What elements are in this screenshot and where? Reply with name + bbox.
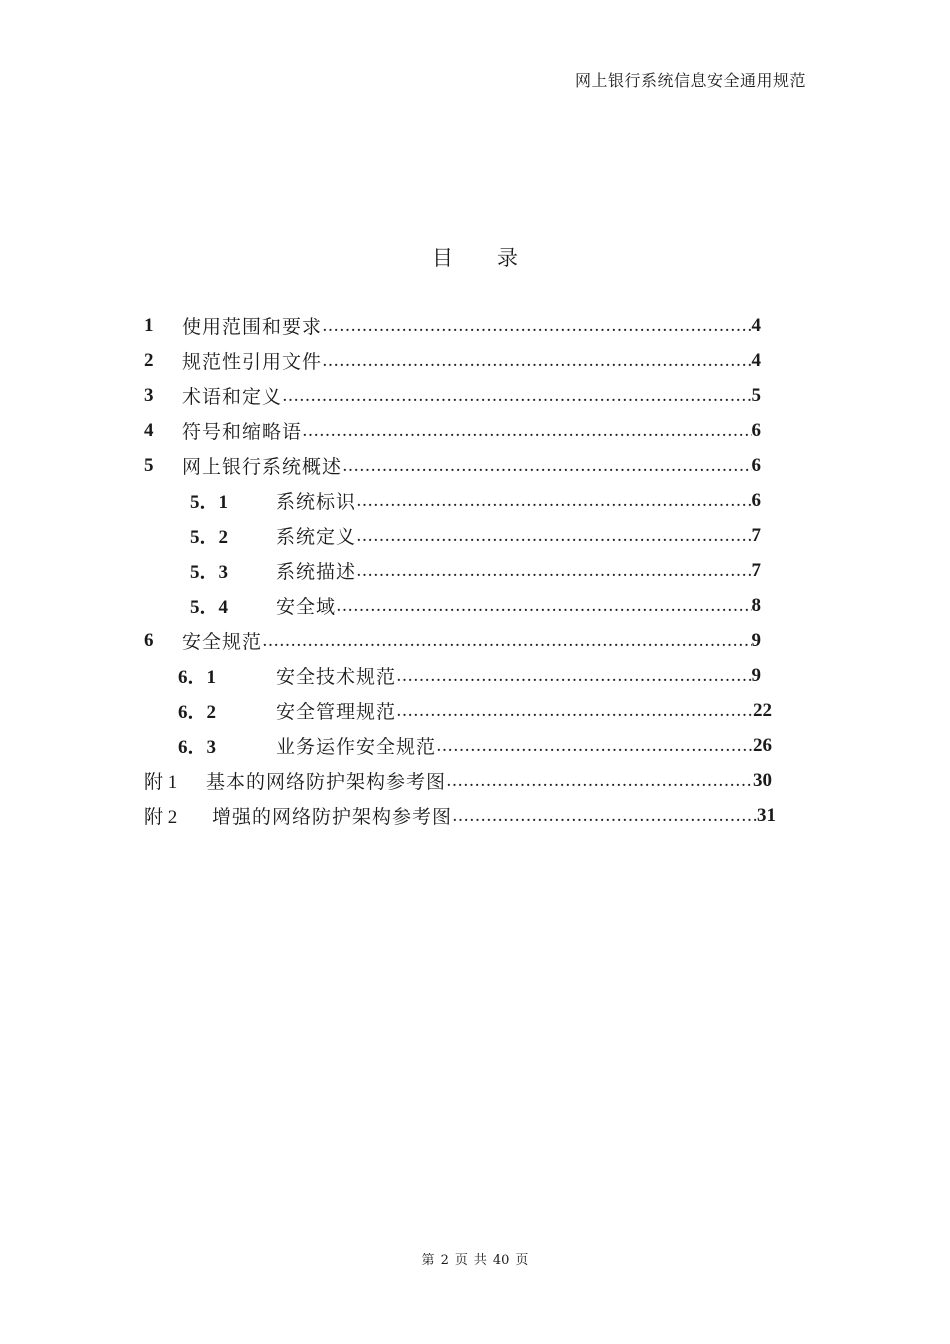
toc-entry-page: 8 <box>751 594 761 616</box>
toc-heading-char-2: 录 <box>497 246 518 270</box>
toc-entry-5[interactable] <box>144 448 761 483</box>
toc-entry-title: 安全管理规范 <box>276 701 397 723</box>
footer-prefix: 第 <box>421 1253 435 1268</box>
toc-entry-leader <box>356 561 751 581</box>
toc-entry-leader <box>396 701 753 721</box>
toc-entry-number: 5．3 <box>190 562 229 583</box>
toc-entry-page: 6 <box>751 454 761 476</box>
toc-entry-page: 6 <box>751 489 761 511</box>
toc-entry-title: 网上银行系统概述 <box>182 456 343 478</box>
toc-entry-number: 6．1 <box>178 667 217 688</box>
running-header-title: 网上银行系统信息安全通用规范 <box>574 71 806 90</box>
toc-entry-leader <box>322 316 751 336</box>
toc-entry-6-1[interactable] <box>178 658 761 693</box>
toc-entry-appendix-2[interactable] <box>144 798 776 833</box>
toc-entry-page: 22 <box>753 699 772 721</box>
toc-entry-leader <box>436 736 753 756</box>
toc-entry-title: 安全域 <box>276 596 337 618</box>
toc-entry-3[interactable] <box>144 378 761 413</box>
toc-entry-title: 使用范围和要求 <box>182 316 323 338</box>
toc-entry-page: 9 <box>751 629 761 651</box>
footer-suffix: 页 <box>515 1253 529 1268</box>
toc-entry-number: 4 <box>144 419 154 441</box>
toc-entry-leader <box>262 631 751 651</box>
toc-entry-number: 6．3 <box>178 737 217 758</box>
toc-entry-title: 安全规范 <box>182 631 263 653</box>
toc-entry-5-4[interactable] <box>190 588 761 623</box>
toc-entry-number: 6．2 <box>178 702 217 723</box>
toc-entry-title: 系统标识 <box>276 491 357 513</box>
footer-total-pages: 40 <box>492 1253 510 1268</box>
toc-entry-leader <box>336 596 751 616</box>
toc-entry-page: 5 <box>751 384 761 406</box>
toc-heading <box>0 242 950 272</box>
toc-entry-number: 附 1 <box>144 772 178 793</box>
toc-entry-page: 4 <box>751 349 761 371</box>
toc-entry-leader <box>356 526 751 546</box>
toc-entry-page: 9 <box>751 664 761 686</box>
toc-entry-number: 3 <box>144 384 154 406</box>
toc-entry-number: 附 2 <box>144 807 178 828</box>
toc-entry-page: 6 <box>751 419 761 441</box>
toc-entry-6-3[interactable] <box>178 728 772 763</box>
toc-entry-title: 业务运作安全规范 <box>276 736 437 758</box>
toc-entry-page: 4 <box>751 314 761 336</box>
toc-entry-5-2[interactable] <box>190 518 761 553</box>
footer-current-page: 2 <box>440 1253 449 1268</box>
toc-entry-appendix-1[interactable] <box>144 763 772 798</box>
toc-entry-leader <box>342 456 751 476</box>
toc-entry-page: 7 <box>751 524 761 546</box>
toc-entry-leader <box>322 351 751 371</box>
toc-entry-title: 系统描述 <box>276 561 357 583</box>
toc-entry-2[interactable] <box>144 343 761 378</box>
toc-entry-page: 7 <box>751 559 761 581</box>
toc-entry-5-3[interactable] <box>190 553 761 588</box>
toc-entry-4[interactable] <box>144 413 761 448</box>
toc-entry-number: 5．2 <box>190 527 229 548</box>
toc-entry-6-2[interactable] <box>178 693 772 728</box>
toc-entry-5-1[interactable] <box>190 483 761 518</box>
toc-entry-number: 5．4 <box>190 597 229 618</box>
toc-entry-title: 术语和定义 <box>182 386 283 408</box>
toc-entry-leader <box>446 771 753 791</box>
toc-entry-leader <box>452 806 757 826</box>
toc-entry-number: 5 <box>144 454 154 476</box>
toc-entry-leader <box>302 421 751 441</box>
toc-entry-title: 规范性引用文件 <box>182 351 323 373</box>
toc-entry-number: 2 <box>144 349 154 371</box>
toc-entry-leader <box>356 491 751 511</box>
toc-entry-page: 26 <box>753 734 772 756</box>
toc-entry-title: 增强的网络防护架构参考图 <box>212 806 453 828</box>
toc-entry-title: 系统定义 <box>276 526 357 548</box>
toc-entry-6[interactable] <box>144 623 761 658</box>
toc-entry-page: 30 <box>753 769 772 791</box>
toc-heading-char-1: 目 <box>432 246 453 270</box>
toc-entry-leader <box>396 666 751 686</box>
toc-entry-title: 基本的网络防护架构参考图 <box>206 771 447 793</box>
footer-total-word: 共 <box>473 1253 487 1268</box>
toc-entry-number: 6 <box>144 629 154 651</box>
toc-entry-number: 1 <box>144 314 154 336</box>
toc-entry-title: 符号和缩略语 <box>182 421 303 443</box>
toc-entry-leader <box>282 386 751 406</box>
toc-entry-title: 安全技术规范 <box>276 666 397 688</box>
toc-entry-number: 5．1 <box>190 492 229 513</box>
toc-entry-page: 31 <box>757 804 776 826</box>
page-footer <box>0 1249 950 1268</box>
footer-page-word: 页 <box>454 1253 468 1268</box>
toc-entry-1[interactable] <box>144 308 761 343</box>
